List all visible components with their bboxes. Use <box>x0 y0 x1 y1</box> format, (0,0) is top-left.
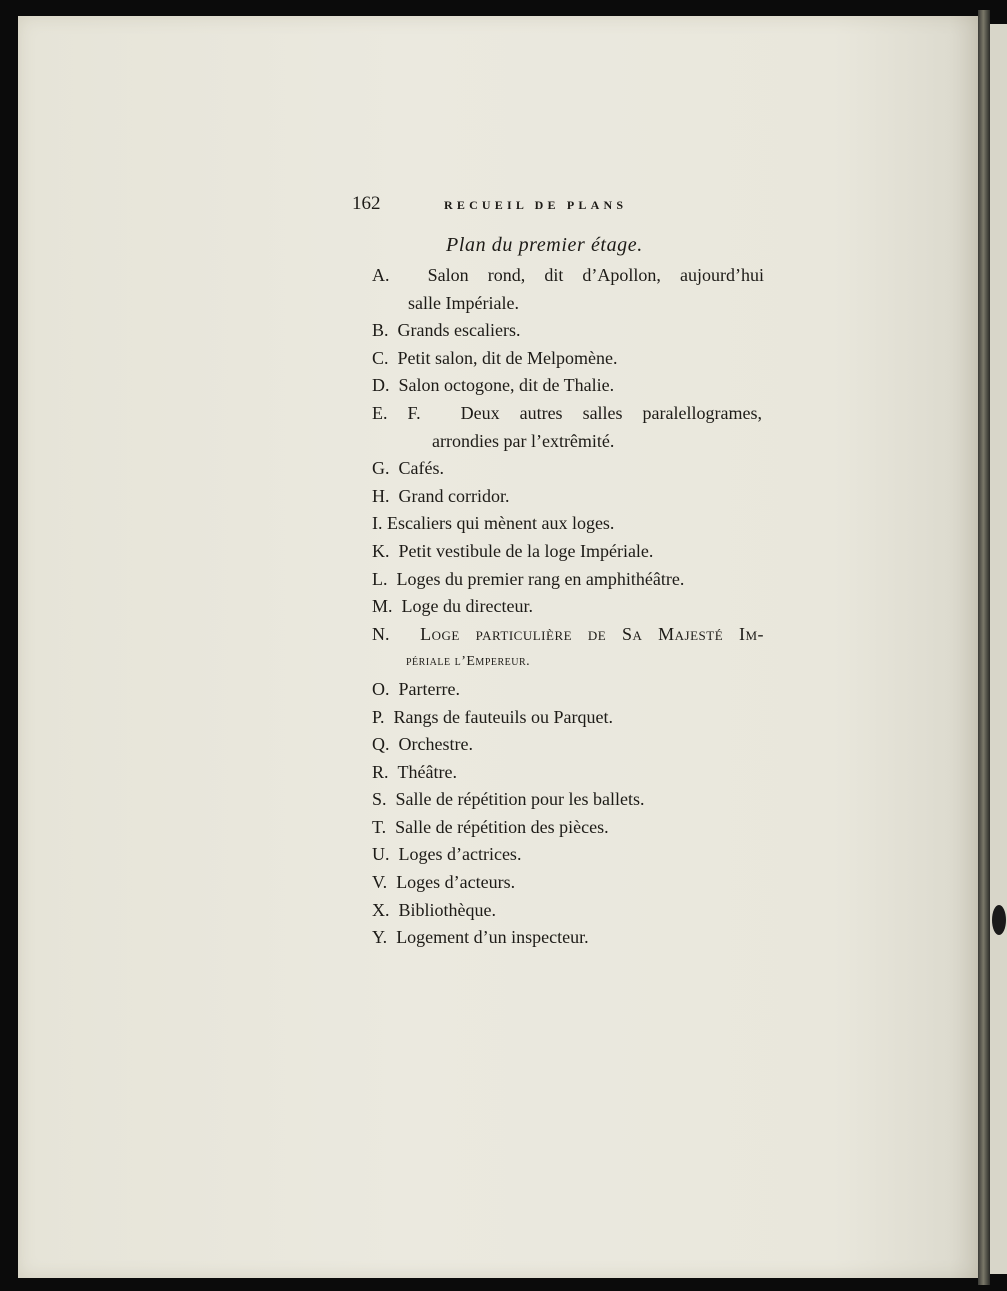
legend-entry-q <box>372 731 772 759</box>
legend-key: C. <box>372 347 389 368</box>
legend-text: Rangs de fauteuils ou Parquet. <box>393 706 613 727</box>
running-head: RECUEIL DE PLANS <box>444 198 628 212</box>
legend-key: X. <box>372 899 390 920</box>
legend-text: Orchestre. <box>398 734 473 755</box>
legend-key: G. <box>372 458 390 479</box>
legend-text: Loges d’actrices. <box>398 844 522 865</box>
legend-key: Y. <box>372 927 388 948</box>
page-number: 162 <box>352 193 381 214</box>
legend-key: Q. <box>372 734 390 755</box>
legend-entry-x <box>372 897 772 925</box>
legend-text: Escaliers qui mènent aux loges. <box>387 513 615 534</box>
legend-entry-t <box>372 814 772 842</box>
legend-entry-d <box>372 372 772 400</box>
legend-text: Grands escaliers. <box>397 320 521 341</box>
legend-text: salle Impériale. <box>408 292 519 313</box>
legend-entry-s <box>372 786 772 814</box>
legend-entry-m <box>372 593 772 621</box>
legend-entry-y <box>372 924 772 952</box>
legend-key: K. <box>372 540 390 561</box>
legend-text: Loge du directeur. <box>401 596 533 617</box>
legend-text: Bibliothèque. <box>398 899 496 920</box>
legend-key: I. <box>372 513 383 534</box>
legend-entry-i <box>372 510 772 538</box>
legend-key: E. F. <box>372 402 421 423</box>
legend-entry-a-continuation <box>372 290 772 318</box>
legend-key: V. <box>372 872 388 893</box>
legend-text: Salle de répétition des pièces. <box>395 816 609 837</box>
legend-text: Loges d’acteurs. <box>396 872 516 893</box>
legend-key: O. <box>372 678 390 699</box>
legend-entry-n-continuation <box>372 648 772 676</box>
legend-key: P. <box>372 706 385 727</box>
plan-title-text: Plan du premier étage. <box>446 234 643 256</box>
legend-key: N. <box>372 623 390 644</box>
legend-entry-r <box>372 759 772 787</box>
legend-entry-k <box>372 538 772 566</box>
facing-page-edge <box>990 24 1007 1274</box>
legend-text: Loge particulière de Sa Majesté Im- <box>420 623 765 644</box>
legend-entry-p <box>372 704 772 732</box>
legend-entry-h <box>372 483 772 511</box>
legend-entry-u <box>372 841 772 869</box>
legend-entry-n <box>372 621 772 649</box>
legend-entry-o <box>372 676 772 704</box>
plan-legend <box>372 262 772 952</box>
legend-text: Salon octogone, dit de Thalie. <box>398 375 615 396</box>
legend-text: Logement d’un inspecteur. <box>396 927 589 948</box>
legend-key: H. <box>372 485 390 506</box>
legend-entry-g <box>372 455 772 483</box>
legend-key: D. <box>372 375 390 396</box>
legend-text: Salle de répétition pour les ballets. <box>395 789 645 810</box>
legend-text: Deux autres salles paralellogrames, <box>460 402 763 423</box>
legend-text: arrondies par l’extrêmité. <box>432 430 615 451</box>
legend-key: T. <box>372 816 387 837</box>
legend-key: A. <box>372 265 390 285</box>
legend-text: Salon rond, dit d’Apollon, aujourd’hui <box>427 265 764 285</box>
legend-entry-c <box>372 345 772 373</box>
book-spine <box>978 10 990 1285</box>
legend-entry-v <box>372 869 772 897</box>
legend-key: L. <box>372 568 388 589</box>
legend-text: Petit vestibule de la loge Impériale. <box>398 540 654 561</box>
legend-text: Théâtre. <box>397 761 457 782</box>
legend-key: S. <box>372 789 387 810</box>
legend-text: périale l’Empereur. <box>406 654 531 670</box>
legend-text: Petit salon, dit de Melpomène. <box>397 347 618 368</box>
legend-key: U. <box>372 844 390 865</box>
legend-entry-ef-continuation <box>372 428 772 456</box>
legend-entry-a <box>372 262 772 290</box>
legend-key: B. <box>372 320 389 341</box>
legend-text: Cafés. <box>398 458 444 479</box>
legend-entry-ef <box>372 400 772 428</box>
ink-blot <box>992 905 1006 935</box>
legend-text: Grand corridor. <box>398 485 510 506</box>
legend-text: Parterre. <box>398 678 460 699</box>
legend-entry-b <box>372 317 772 345</box>
legend-entry-l <box>372 566 772 594</box>
page-header <box>352 193 688 219</box>
legend-key: R. <box>372 761 389 782</box>
legend-text: Loges du premier rang en amphithéâtre. <box>396 568 685 589</box>
legend-key: M. <box>372 596 393 617</box>
